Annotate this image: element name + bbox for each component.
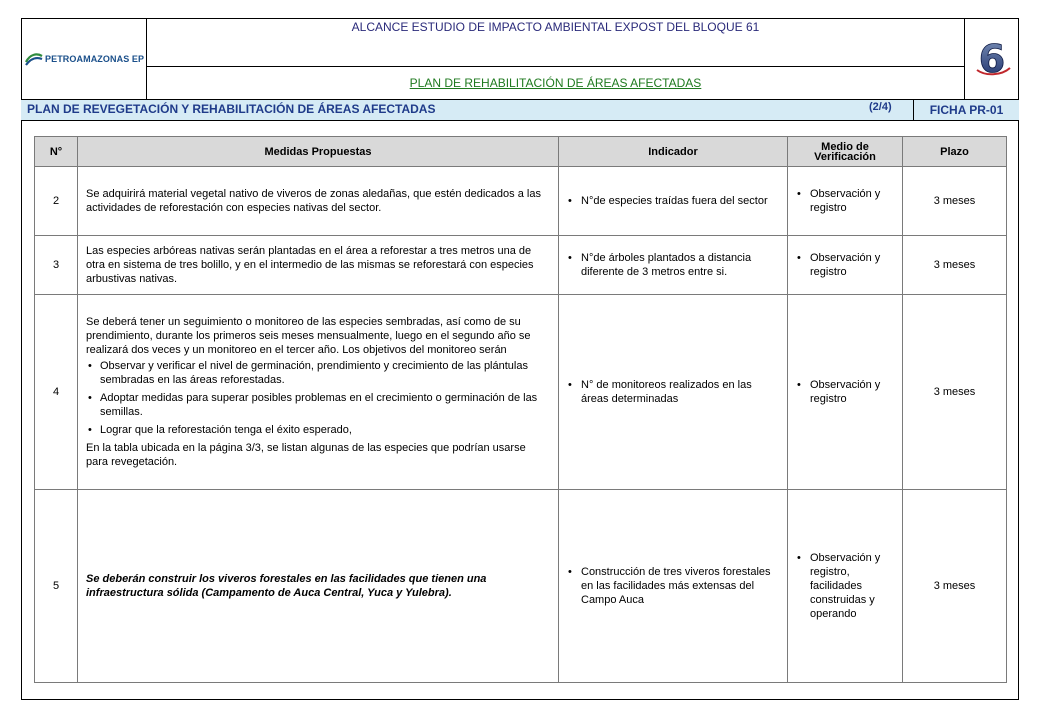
row-medio: • Observación y registro: [810, 251, 894, 279]
table-row: [35, 295, 1007, 490]
col-header-num: N°: [35, 137, 78, 167]
row-medio: • Observación y registro, facilidades construidas y operando: [810, 551, 894, 621]
chapter-number: 6: [978, 37, 1006, 81]
document-header: [21, 18, 1019, 100]
row-medida: Se deberán construir los viveros forestales en las facilidades que tienen una infraestructura sólida (Campamento de Auca Central, Yuca y Yulebra).: [78, 490, 559, 683]
row-plazo: 3 meses: [903, 295, 1007, 490]
col-header-medidas: Medidas Propuestas: [78, 137, 559, 167]
chapter-number-cell: [964, 18, 1019, 100]
document-subtitle: PLAN DE REHABILITACIÓN DE ÁREAS AFECTADAS: [409, 76, 702, 90]
row-plazo: 3 meses: [903, 167, 1007, 236]
col-header-medio-label: Medio de Verificación: [814, 140, 876, 163]
table-header-row: [35, 137, 1007, 167]
ficha-code: FICHA PR-01: [914, 100, 1019, 120]
list-item: • Adoptar medidas para superar posibles problemas en el crecimiento o germinación de las semillas.: [100, 391, 550, 419]
row-indicador: • N° de monitoreos realizados en las áreas determinadas: [581, 378, 779, 406]
row-plazo: 3 meses: [903, 490, 1007, 683]
row-medida: Se adquirirá material vegetal nativo de viveros de zonas aledañas, que estén dedicados a las actividades de reforestación con especies nativas del sector.: [78, 167, 559, 236]
company-name: PETROAMAZONAS EP: [45, 54, 145, 64]
monitoring-objectives-list: [86, 359, 550, 437]
row-number: 4: [35, 295, 78, 490]
table-row: [35, 236, 1007, 295]
col-header-indicador: Indicador: [559, 137, 788, 167]
row-indicador-cell: [559, 167, 788, 236]
row-indicador-cell: [559, 490, 788, 683]
row-number: 5: [35, 490, 78, 683]
row-indicador-cell: [559, 295, 788, 490]
table-row: [35, 490, 1007, 683]
row-medio: • Observación y registro: [810, 378, 894, 406]
row-plazo: 3 meses: [903, 236, 1007, 295]
company-logo: [25, 52, 144, 66]
chapter-number-graphic: [965, 18, 1020, 100]
logo-cell: [21, 18, 147, 100]
document-title: ALCANCE ESTUDIO DE IMPACTO AMBIENTAL EXPOST DEL BLOQUE 61: [147, 18, 964, 67]
row-indicador-cell: [559, 236, 788, 295]
row-medio-cell: [788, 295, 903, 490]
row-medida-intro: Se deberá tener un seguimiento o monitoreo de las especies sembradas, así como de su prendimiento, durante los primeros seis meses mensualmente, luego en el segundo año se realizará dos veces y un monitoreo en el tercer año. Los objetivos del monitoreo serán: [86, 316, 531, 356]
row-medida: Las especies arbóreas nativas serán plantadas en el área a reforestar a tres metros una de otra en sistema de tres bolillo, y en el intermedio de las mismas se reforestará con especies arbustivas nativas.: [78, 236, 559, 295]
row-medio-cell: [788, 167, 903, 236]
list-item: • Lograr que la reforestación tenga el éxito esperado,: [100, 423, 550, 437]
measures-table: [34, 136, 1007, 683]
section-title-cell: [21, 100, 914, 120]
row-medio-cell: [788, 236, 903, 295]
section-bar: [21, 99, 1019, 121]
table-row: [35, 167, 1007, 236]
row-number: 2: [35, 167, 78, 236]
list-item: • Observar y verificar el nivel de germinación, prendimiento y crecimiento de las plántulas sembradas en las áreas reforestadas.: [100, 359, 550, 387]
row-medio-cell: [788, 490, 903, 683]
row-indicador: • N°de árboles plantados a distancia diferente de 3 metros entre si.: [581, 251, 779, 279]
section-title: PLAN DE REVEGETACIÓN Y REHABILITACIÓN DE ÁREAS AFECTADAS: [27, 102, 436, 116]
row-medida-outro: En la tabla ubicada en la página 3/3, se listan algunas de las especies que podrían usarse para revegetación.: [86, 442, 526, 468]
col-header-medio: [788, 137, 903, 167]
petroamazonas-logo-icon: [25, 52, 43, 66]
page-indicator: (2/4): [869, 101, 892, 113]
row-number: 3: [35, 236, 78, 295]
row-indicador: • Construcción de tres viveros forestales en las facilidades más extensas del Campo Auca: [581, 565, 779, 607]
row-indicador: • N°de especies traídas fuera del sector: [581, 194, 779, 208]
col-header-plazo: Plazo: [903, 137, 1007, 167]
row-medida-cell: [78, 295, 559, 490]
row-medio: • Observación y registro: [810, 187, 894, 215]
